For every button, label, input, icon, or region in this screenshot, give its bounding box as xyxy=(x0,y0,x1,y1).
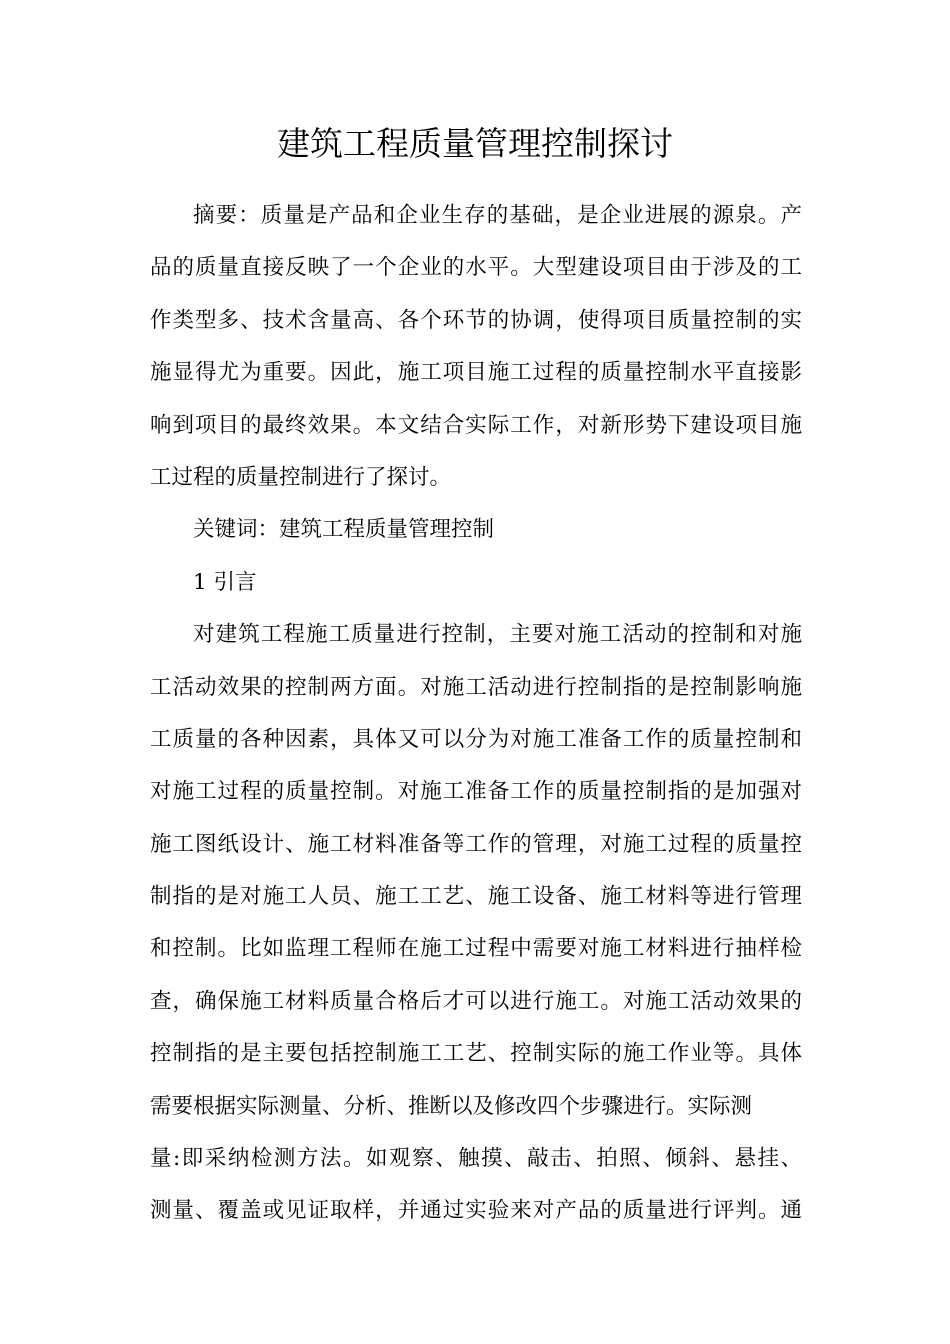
abstract-line: 工过程的质量控制进行了探讨。 xyxy=(150,464,452,490)
document-title: 建筑工程质量管理控制探讨 xyxy=(277,124,673,163)
intro-paragraph xyxy=(150,609,802,1238)
intro-line: 控制指的是主要包括控制施工工艺、控制实际的施工作业等。具体 xyxy=(150,1041,802,1067)
intro-line: 工质量的各种因素，具体又可以分为对施工准备工作的质量控制和 xyxy=(150,726,802,752)
intro-line: 对施工过程的质量控制。对施工准备工作的质量控制指的是加强对 xyxy=(150,779,802,805)
section-heading-text: 1 引言 xyxy=(193,569,257,595)
intro-line: 施工图纸设计、施工材料准备等工作的管理，对施工过程的质量控 xyxy=(150,831,802,857)
intro-line: 量:即采纳检测方法。如观察、触摸、敲击、拍照、倾斜、悬挂、 xyxy=(150,1146,802,1172)
intro-line: 制指的是对施工人员、施工工艺、施工设备、施工材料等进行管理 xyxy=(150,884,802,910)
intro-line: 工活动效果的控制两方面。对施工活动进行控制指的是控制影响施 xyxy=(150,674,802,700)
abstract-line: 摘要：质量是产品和企业生存的基础，是企业进展的源泉。产 xyxy=(193,203,802,228)
intro-line: 对建筑工程施工质量进行控制，主要对施工活动的控制和对施 xyxy=(193,622,802,648)
abstract-line: 作类型多、技术含量高、各个环节的协调，使得项目质量控制的实 xyxy=(150,307,802,333)
intro-line: 和控制。比如监理工程师在施工过程中需要对施工材料进行抽样检 xyxy=(150,936,802,962)
intro-line: 需要根据实际测量、分析、推断以及修改四个步骤进行。实际测 xyxy=(150,1093,753,1119)
abstract-line: 施显得尤为重要。因此，施工项目施工过程的质量控制水平直接影 xyxy=(150,360,802,386)
keywords-paragraph xyxy=(150,504,802,556)
intro-line: 测量、覆盖或见证取样，并通过实验来对产品的质量进行评判。通 xyxy=(150,1198,802,1224)
section-heading xyxy=(150,557,802,609)
abstract-line: 响到项目的最终效果。本文结合实际工作，对新形势下建设项目施 xyxy=(150,412,802,438)
document-body xyxy=(150,190,802,1238)
abstract-line: 品的质量直接反映了一个企业的水平。大型建设项目由于涉及的工 xyxy=(150,255,802,281)
intro-line: 查，确保施工材料质量合格后才可以进行施工。对施工活动效果的 xyxy=(150,988,802,1014)
abstract-paragraph xyxy=(150,190,802,504)
keywords-line: 关键词：建筑工程质量管理控制 xyxy=(193,517,495,543)
